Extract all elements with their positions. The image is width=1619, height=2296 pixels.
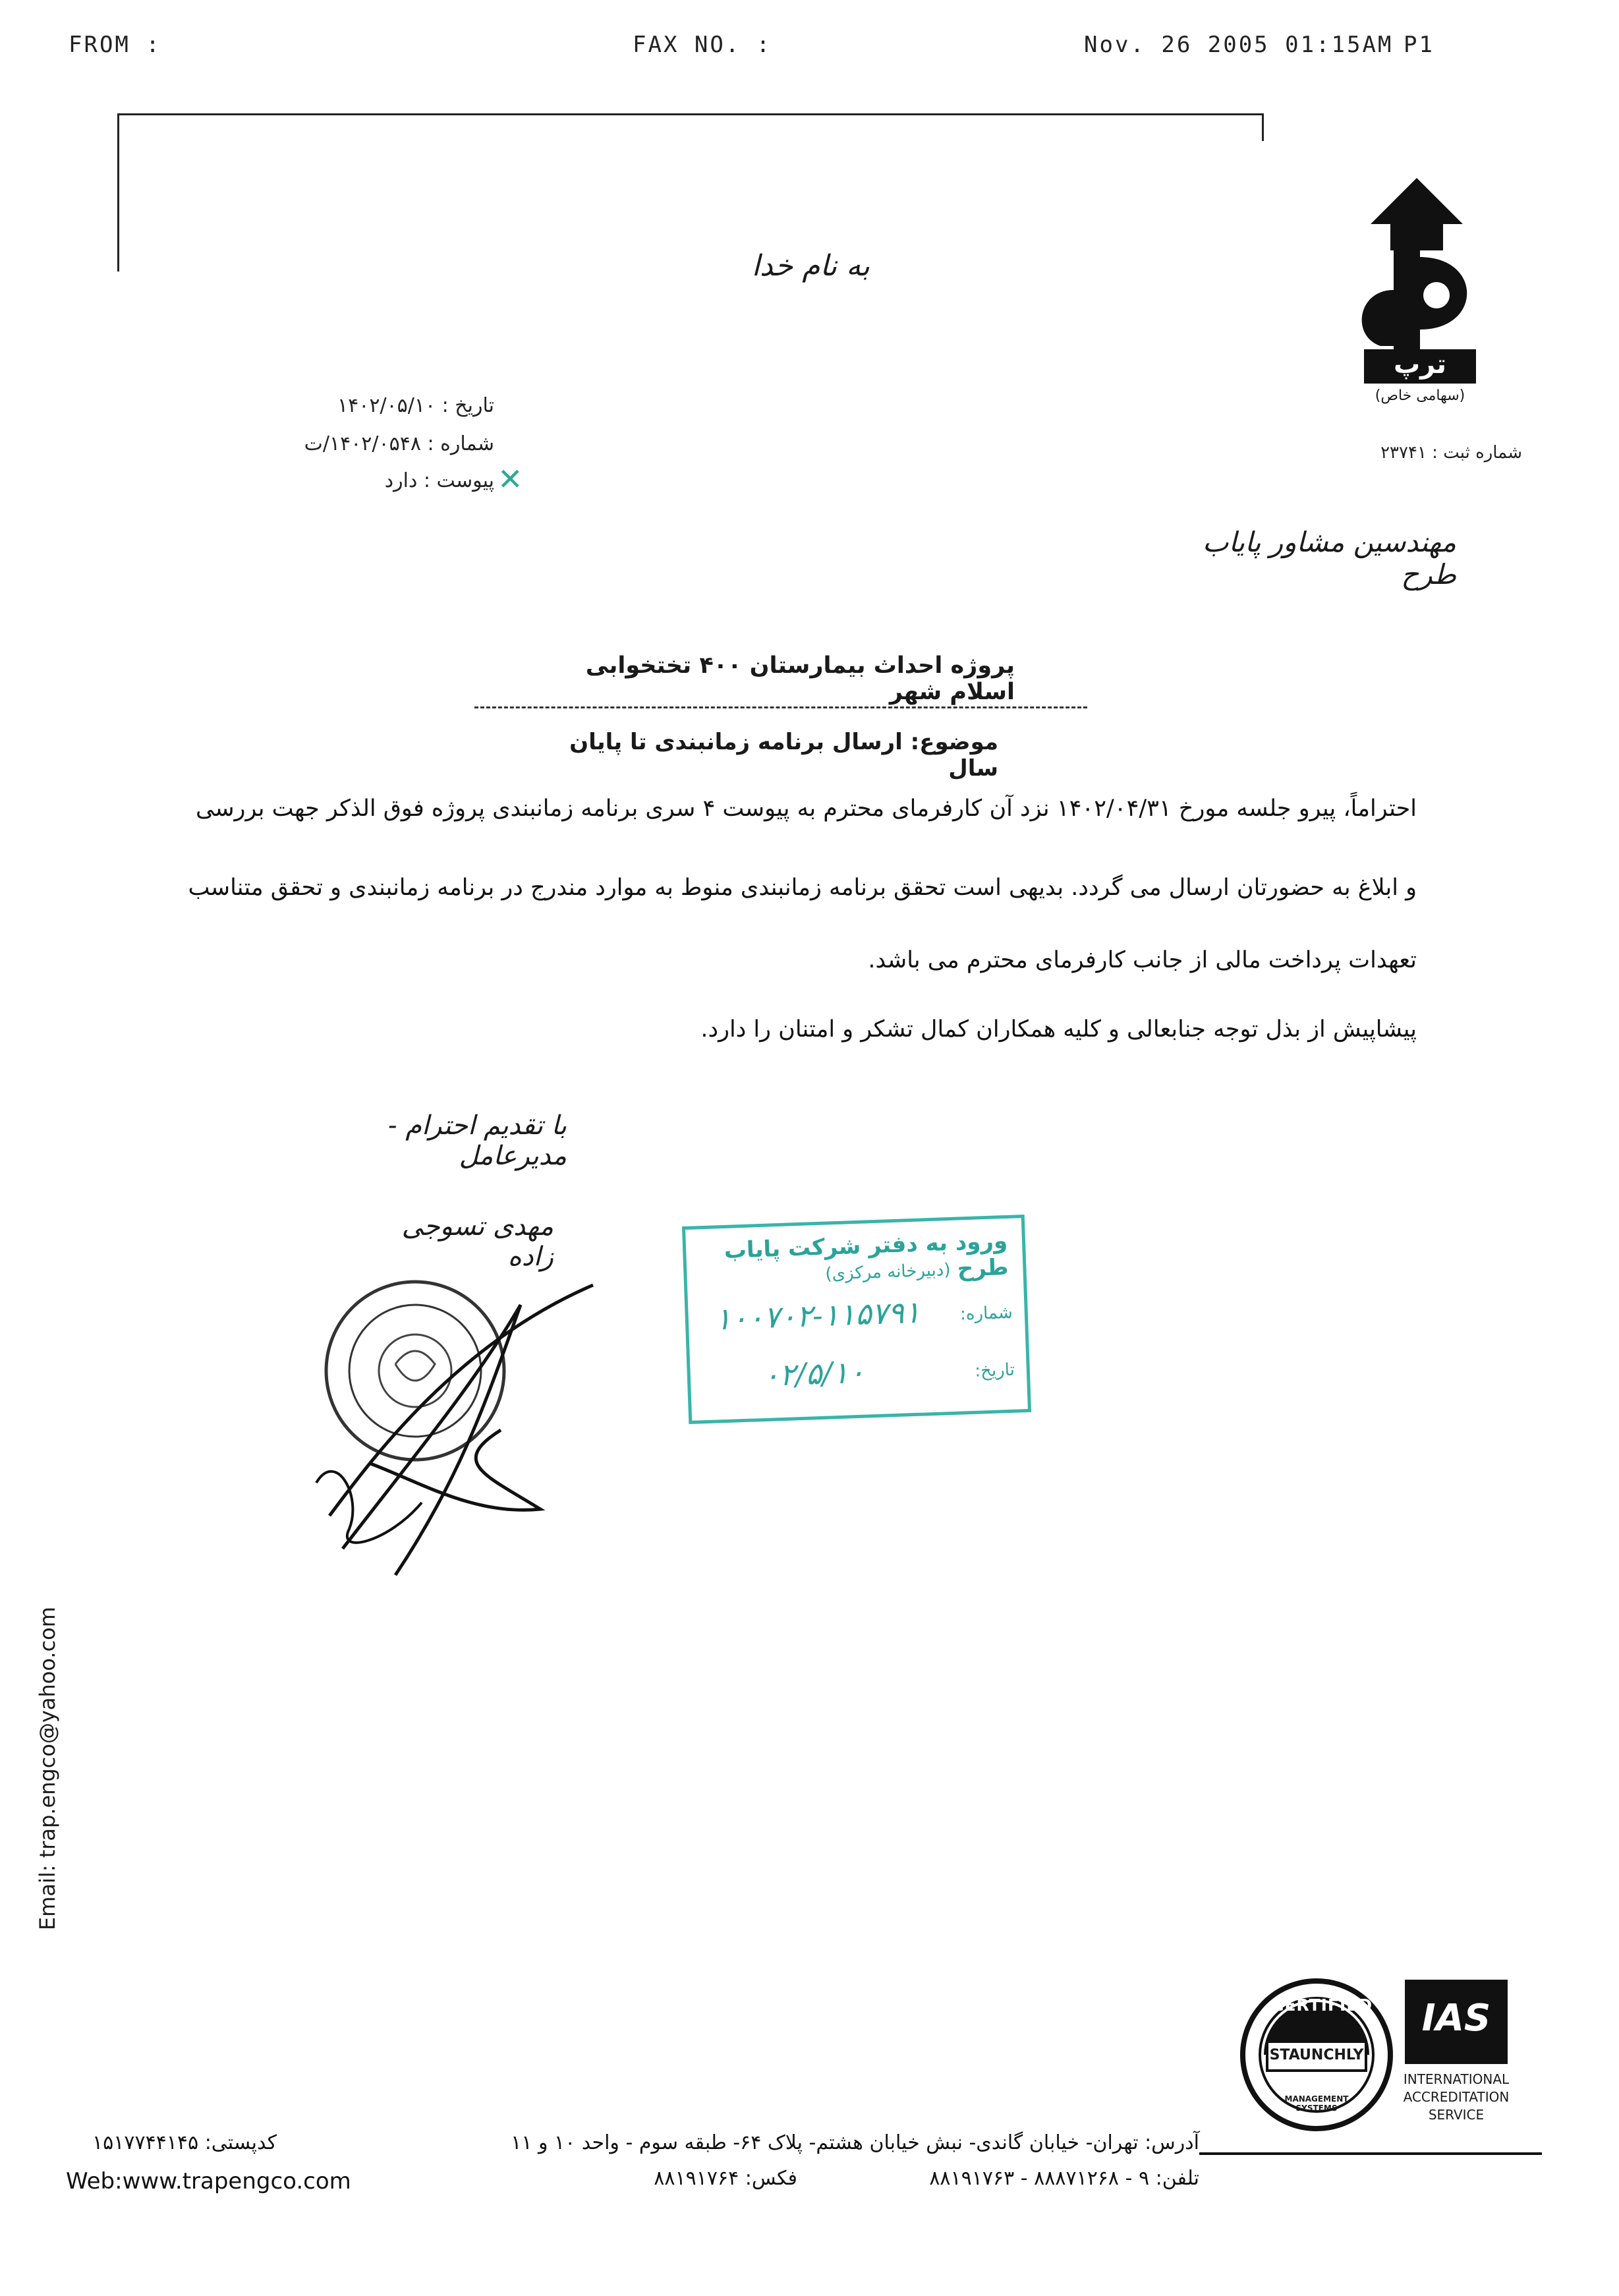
frame-right-line (1262, 113, 1264, 141)
letter-date: تاریخ : ۱۴۰۲/۰۵/۱۰ (337, 394, 494, 417)
subject-line: موضوع: ارسال برنامه زمانبندی تا پایان سال (569, 729, 998, 782)
fax-datetime: Nov. 26 2005 01:15AM (1084, 32, 1394, 58)
frame-left-line (117, 113, 119, 272)
company-logo-mark (1331, 178, 1502, 415)
title-divider (474, 706, 1087, 708)
stamp-line-2: (دبیرخانه مرکزی) (824, 1259, 951, 1284)
body-paragraph-4: پیشاپیش از بذل توجه جنابعالی و کلیه همکاران کمال تشکر و امتنان را دارد. (700, 1016, 1417, 1043)
ias-caption-line-3: SERVICE (1428, 2107, 1485, 2123)
body-paragraph-3: تعهدات پرداخت مالی از جانب کارفرمای محترم می باشد. (868, 947, 1417, 973)
letter-number: شماره : ۱۴۰۲/۰۵۴۸/ت (304, 432, 494, 455)
registration-number: شماره ثبت : ۲۳۷۴۱ (1380, 443, 1522, 463)
logo-name: ترپ (1393, 349, 1447, 380)
staunchly-text: STAUNCHLY (1269, 2047, 1364, 2063)
company-seal-and-signature (290, 1265, 659, 1608)
stamp-date-label: تاریخ: (974, 1360, 1015, 1381)
footer-fax: فکس: ۸۸۱۹۱۷۶۴ (654, 2167, 797, 2190)
footer-website: Web:www.trapengco.com (66, 2168, 351, 2195)
stamp-line-1: ورود به دفتر شرکت پایاب طرح (724, 1227, 1009, 1282)
received-stamp (682, 1215, 1031, 1424)
letter-attachment: پیوست : دارد (384, 469, 494, 492)
fax-page: P1 (1404, 32, 1434, 58)
attachment-check-icon: ✕ (497, 461, 523, 497)
ias-caption (1392, 2071, 1521, 2124)
management-systems-text: MANAGEMENT SYSTEMS (1284, 2094, 1349, 2113)
closing-salutation: با تقدیم احترام - مدیرعامل (388, 1110, 567, 1171)
recipient: مهندسین مشاور پایاب طرح (1203, 526, 1456, 590)
invocation: به نام خدا (751, 249, 870, 283)
footer-postal-code: کدپستی: ۱۵۱۷۷۴۴۱۴۵ (92, 2131, 277, 2154)
ias-logo-box (1405, 1980, 1508, 2064)
footer-phone: تلفن: ۹ - ۸۸۸۷۱۲۶۸ - ۸۸۱۹۱۷۶۳ (929, 2167, 1199, 2190)
certified-text: CERTIFIED (1272, 1995, 1373, 2015)
logo-company-type: (سهامی خاص) (1375, 387, 1465, 404)
company-logo (1331, 178, 1502, 415)
stamp-number-label: شماره: (959, 1302, 1013, 1325)
footer-address: آدرس: تهران- خیابان گاندی- نبش خیابان هشتم- پلاک ۶۴- طبقه سوم - واحد ۱۰ و ۱۱ (511, 2131, 1199, 2154)
ias-caption-line-2: ACCREDITATION (1403, 2089, 1510, 2105)
fax-from-label: FROM : (69, 32, 161, 58)
body-paragraph-2: و ابلاغ به حضورتان ارسال می گردد. بدیهی است تحقق برنامه زمانبندی منوط به موارد مندرج در برنامه زمانبندی و تحقق متناسب (188, 875, 1417, 901)
ias-caption-line-1: INTERNATIONAL (1403, 2071, 1510, 2087)
footer-rule (1199, 2152, 1542, 2155)
project-title: پروژه احداث بیمارستان ۴۰۰ تختخوابی اسلام شهر (585, 652, 1015, 705)
fax-number-label: FAX NO. : (633, 32, 772, 58)
side-email: Email: trap.engco@yahoo.com (35, 1607, 60, 1930)
ias-logo-text: IAS (1421, 1997, 1491, 2040)
frame-top-line (117, 113, 1264, 115)
stamp-number-value: ۱۰۰۷۰۲-۱۱۵۷۹۱ (714, 1294, 921, 1337)
stamp-date-value: ۰۲/۵/۱۰ (762, 1354, 866, 1393)
body-paragraph-1: احتراماً، پیرو جلسه مورخ ۱۴۰۲/۰۴/۳۱ نزد آن کارفرمای محترم به پیوست ۴ سری برنامه زمانبندی پروژه فوق الذکر جهت بررسی (196, 795, 1417, 822)
signer-name: مهدی تسوجی زاده (401, 1211, 554, 1272)
